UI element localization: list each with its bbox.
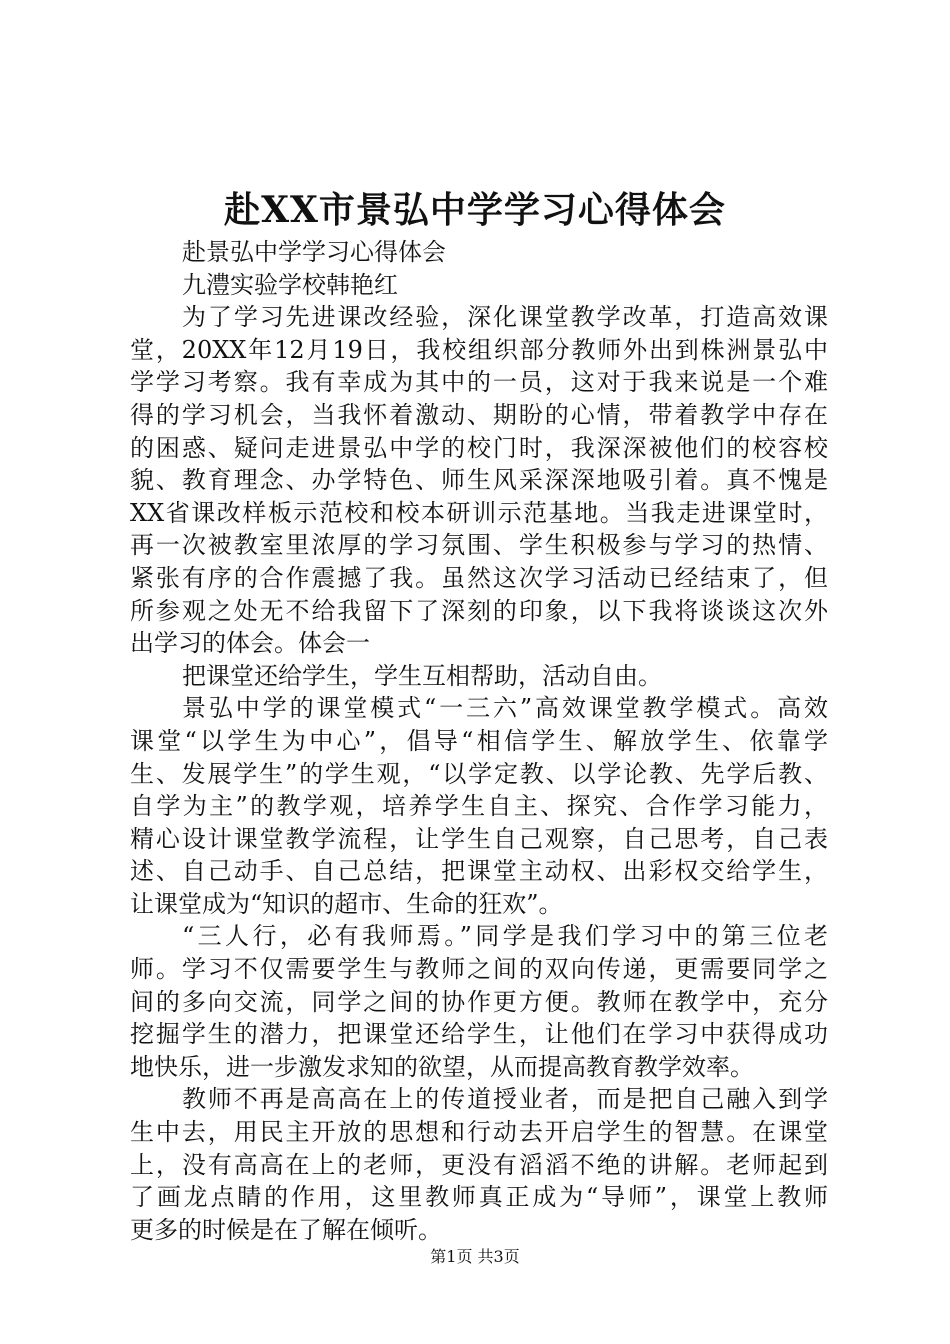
page-number-footer: 第1页 共3页 (430, 1247, 520, 1266)
body-line: 教师不再是高高在上的传道授业者，而是把自己融入到学 (182, 1085, 828, 1114)
body-line: 得的学习机会，当我怀着激动、期盼的心情，带着教学中存在 (130, 400, 828, 429)
body-line: 生、发展学生”的学生观，“以学定教、以学论教、先学后教、 (130, 759, 828, 788)
body-line: 师。学习不仅需要学生与教师之间的双向传递，更需要同学之 (130, 955, 828, 984)
body-line: 为了学习先进课改经验，深化课堂教学改革，打造高效课 (182, 303, 828, 332)
body-line: 貌、教育理念、办学特色、师生风采深深地吸引着。真不愧是 (130, 466, 828, 495)
body-line: 精心设计课堂教学流程，让学生自己观察，自己思考，自己表 (130, 824, 828, 853)
body-line: 更多的时候是在了解在倾听。 (130, 1215, 442, 1244)
body-line: 再一次被教室里浓厚的学习氛围、学生积极参与学习的热情、 (130, 531, 828, 560)
body-line: 紧张有序的合作震撼了我。虽然这次学习活动已经结束了，但 (130, 563, 828, 592)
body-line: 地快乐，进一步激发求知的欲望，从而提高教育教学效率。 (130, 1052, 754, 1081)
body-line: 把课堂还给学生，学生互相帮助，活动自由。 (182, 661, 662, 690)
body-line: 让课堂成为“知识的超市、生命的狂欢”。 (130, 889, 563, 918)
body-line: 生中去，用民主开放的思想和行动去开启学生的智慧。在课堂 (130, 1118, 828, 1147)
body-line: 间的多向交流，同学之间的协作更方便。教师在教学中，充分 (130, 987, 828, 1016)
body-line: 学学习考察。我有幸成为其中的一员，这对于我来说是一个难 (130, 368, 828, 397)
body-line: 述、自己动手、自己总结，把课堂主动权、出彩权交给学生， (130, 857, 828, 886)
body-line: 了画龙点睛的作用，这里教师真正成为“导师”，课堂上教师 (130, 1183, 828, 1212)
document-title: 赴XX市景弘中学学习心得体会 (224, 189, 726, 231)
body-line: 景弘中学的课堂模式“一三六”高效课堂教学模式。高效 (182, 694, 828, 723)
body-line: XX省课改样板示范校和校本研训示范基地。当我走进课堂时， (130, 498, 828, 527)
body-line: 赴景弘中学学习心得体会 (182, 238, 446, 266)
body-line: 出学习的体会。体会一 (130, 629, 370, 658)
body-line: 课堂“以学生为中心”，倡导“相信学生、解放学生、依靠学 (130, 726, 828, 755)
document-body (130, 236, 828, 1246)
body-line: “三人行，必有我师焉。”同学是我们学习中的第三位老 (182, 922, 828, 951)
body-line: 九澧实验学校韩艳红 (182, 270, 398, 299)
body-line: 所参观之处无不给我留下了深刻的印象，以下我将谈谈这次外 (130, 596, 828, 625)
body-line: 挖掘学生的潜力，把课堂还给学生，让他们在学习中获得成功 (130, 1020, 828, 1049)
body-line: 堂，20XX年12月19日，我校组织部分教师外出到株洲景弘中 (130, 335, 828, 364)
body-line: 的困惑、疑问走进景弘中学的校门时，我深深被他们的校容校 (130, 433, 828, 462)
body-line: 自学为主”的教学观，培养学生自主、探究、合作学习能力， (130, 792, 828, 821)
body-line: 上，没有高高在上的老师，更没有滔滔不绝的讲解。老师起到 (130, 1150, 828, 1179)
